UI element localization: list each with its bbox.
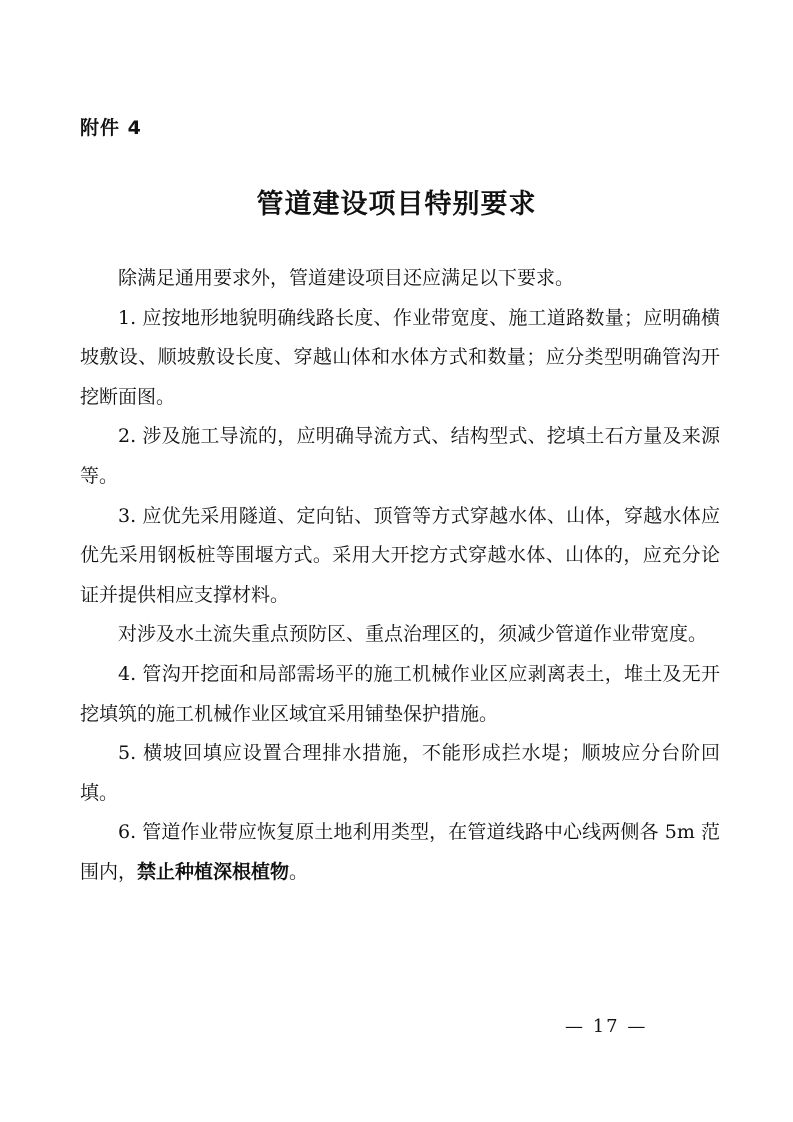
paragraph-item-3-note: 对涉及水土流失重点预防区、重点治理区的，须减少管道作业带宽度。 (118, 623, 708, 646)
paragraph-intro: 除满足通用要求外，管道建设项目还应满足以下要求。 (118, 267, 575, 289)
paragraph-item-3: 3. 应优先采用隧道、定向钻、顶管等方式穿越水体、山体，穿越水体应优先采用钢板桩等围堰方式。采用大开挖方式穿越水体、山体的，应充分论证并提供相应支撑材料。 (80, 504, 720, 606)
page-number: — 17 — (565, 1016, 648, 1037)
paragraph-item-6-text: 6. 管道作业带应恢复原土地利用类型，在管道线路中心线两侧各 5m 范围内， (80, 821, 720, 883)
paragraph-item-2: 2. 涉及施工导流的，应明确导流方式、结构型式、挖填土石方量及来源等。 (80, 425, 720, 487)
paragraph-item-5: 5. 横坡回填应设置合理排水措施，不能形成拦水堤；顺坡应分台阶回填。 (80, 742, 720, 804)
paragraph-item-6 (80, 813, 720, 892)
paragraph-item-6-end: 。 (289, 860, 309, 883)
paragraph-item-6-emphasis: 禁止种植深根植物 (137, 860, 290, 883)
attachment-label: 附件 4 (80, 117, 142, 139)
paragraph-item-4: 4. 管沟开挖面和局部需场平的施工机械作业区应剥离表土，堆土及无开挖填筑的施工机械作业区域宜采用铺垫保护措施。 (80, 662, 720, 725)
document-title: 管道建设项目特别要求 (256, 189, 537, 220)
paragraph-item-1: 1. 应按地形地貌明确线路长度、作业带宽度、施工道路数量；应明确横坡敷设、顺坡敷设长度、穿越山体和水体方式和数量；应分类型明确管沟开挖断面图。 (80, 306, 720, 408)
document-body (80, 259, 720, 893)
